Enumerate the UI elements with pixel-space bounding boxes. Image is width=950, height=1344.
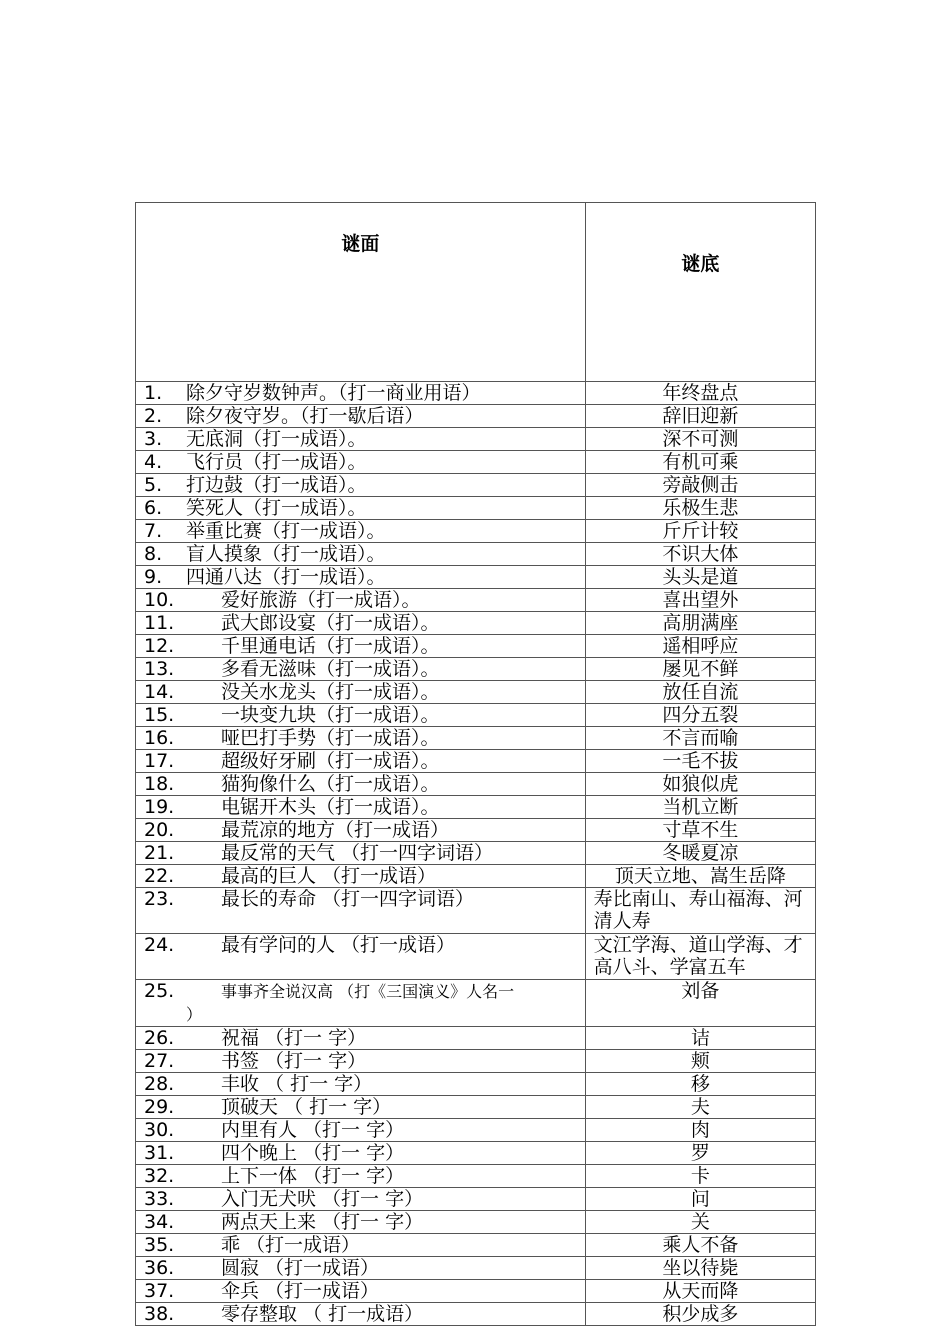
question-header: 谜面 bbox=[136, 203, 586, 382]
table-row bbox=[136, 1188, 816, 1211]
answer-header: 谜底 bbox=[585, 203, 815, 382]
riddle-question: 一块变九块（打一成语）。 bbox=[221, 704, 440, 726]
table-row bbox=[136, 1142, 816, 1165]
table-row bbox=[136, 566, 816, 589]
riddle-answer: 年终盘点 bbox=[585, 382, 815, 405]
riddle-question: 没关水龙头（打一成语）。 bbox=[221, 681, 440, 703]
riddle-question-cell bbox=[136, 1211, 586, 1234]
riddle-question: 最长的寿命 （打一四字词语） bbox=[221, 888, 475, 910]
header-row bbox=[136, 203, 816, 382]
riddle-answer: 遥相呼应 bbox=[585, 635, 815, 658]
riddle-question: 最高的巨人 （打一成语） bbox=[221, 865, 437, 887]
riddle-answer: 辞旧迎新 bbox=[585, 405, 815, 428]
riddle-question-cell bbox=[136, 382, 586, 405]
row-number: 3. bbox=[144, 428, 163, 450]
row-number: 7. bbox=[144, 520, 163, 542]
table-row bbox=[136, 520, 816, 543]
table-row bbox=[136, 750, 816, 773]
row-number: 33. bbox=[144, 1188, 175, 1210]
riddle-question-cell bbox=[136, 865, 586, 888]
riddle-question: 最荒凉的地方（打一成语） bbox=[221, 819, 450, 841]
riddle-question: 超级好牙刷（打一成语）。 bbox=[221, 750, 440, 772]
riddle-answer: 卡 bbox=[585, 1165, 815, 1188]
riddle-answer: 罗 bbox=[585, 1142, 815, 1165]
riddle-answer: 头头是道 bbox=[585, 566, 815, 589]
row-number: 36. bbox=[144, 1257, 175, 1279]
table-row bbox=[136, 1027, 816, 1050]
table-row bbox=[136, 474, 816, 497]
row-number: 15. bbox=[144, 704, 175, 726]
riddle-question: 乖 （打一成语） bbox=[221, 1234, 361, 1256]
riddle-answer: 旁敲侧击 bbox=[585, 474, 815, 497]
table-row bbox=[136, 704, 816, 727]
riddle-answer: 不识大体 bbox=[585, 543, 815, 566]
riddle-question: 入门无犬吠 （打一 字） bbox=[221, 1188, 424, 1210]
riddle-question-cell bbox=[136, 612, 586, 635]
riddle-question-cell bbox=[136, 842, 586, 865]
riddle-question-cell bbox=[136, 1096, 586, 1119]
row-number: 8. bbox=[144, 543, 163, 565]
riddle-answer: 移 bbox=[585, 1073, 815, 1096]
table-row bbox=[136, 382, 816, 405]
riddle-question-cell bbox=[136, 520, 586, 543]
row-number: 30. bbox=[144, 1119, 175, 1141]
riddle-answer: 关 bbox=[585, 1211, 815, 1234]
table-row bbox=[136, 612, 816, 635]
riddle-question: 事事齐全说汉高 （打《三国演义》人名一 bbox=[221, 982, 515, 1001]
riddle-question-cell bbox=[136, 704, 586, 727]
riddle-question: 零存整取 （ 打一成语） bbox=[221, 1303, 424, 1325]
riddle-answer: 屡见不鲜 bbox=[585, 658, 815, 681]
table-row bbox=[136, 773, 816, 796]
riddle-question: 多看无滋味（打一成语）。 bbox=[221, 658, 440, 680]
riddle-question: 两点天上来 （打一 字） bbox=[221, 1211, 424, 1233]
riddle-question-continuation: ） bbox=[186, 1005, 203, 1024]
riddle-answer: 乐极生悲 bbox=[585, 497, 815, 520]
riddle-question-cell bbox=[136, 773, 586, 796]
riddle-question: 上下一体 （打一 字） bbox=[221, 1165, 405, 1187]
row-number: 17. bbox=[144, 750, 175, 772]
riddle-question: 除夕夜守岁。（打一歇后语） bbox=[186, 405, 424, 427]
table-row bbox=[136, 451, 816, 474]
riddle-answer: 顶天立地、嵩生岳降 bbox=[585, 865, 815, 888]
row-number: 19. bbox=[144, 796, 175, 818]
riddle-question-cell bbox=[136, 428, 586, 451]
row-number: 12. bbox=[144, 635, 175, 657]
table-row bbox=[136, 635, 816, 658]
riddle-question: 内里有人 （打一 字） bbox=[221, 1119, 405, 1141]
riddle-question: 四个晚上 （打一 字） bbox=[221, 1142, 405, 1164]
row-number: 1. bbox=[144, 382, 163, 404]
riddle-question: 盲人摸象（打一成语）。 bbox=[186, 543, 386, 565]
riddle-question: 最有学问的人 （打一成语） bbox=[221, 934, 456, 956]
table-row bbox=[136, 1280, 816, 1303]
table-row bbox=[136, 888, 816, 934]
riddle-question-cell bbox=[136, 1234, 586, 1257]
table-row bbox=[136, 1234, 816, 1257]
riddle-question: 哑巴打手势（打一成语）。 bbox=[221, 727, 440, 749]
table-row bbox=[136, 1096, 816, 1119]
riddle-question-cell bbox=[136, 451, 586, 474]
riddle-question-cell bbox=[136, 1050, 586, 1073]
row-number: 9. bbox=[144, 566, 163, 588]
riddle-question: 祝福 （打一 字） bbox=[221, 1027, 367, 1049]
riddle-answer: 有机可乘 bbox=[585, 451, 815, 474]
riddle-question: 除夕守岁数钟声。（打一商业用语） bbox=[186, 382, 481, 404]
riddle-question-cell bbox=[136, 1073, 586, 1096]
row-number: 37. bbox=[144, 1280, 175, 1302]
riddle-question: 千里通电话（打一成语）。 bbox=[221, 635, 440, 657]
table-body bbox=[136, 203, 816, 1326]
riddle-answer: 当机立断 bbox=[585, 796, 815, 819]
row-number: 20. bbox=[144, 819, 175, 841]
riddle-answer: 肉 bbox=[585, 1119, 815, 1142]
riddle-answer: 高朋满座 bbox=[585, 612, 815, 635]
row-number: 4. bbox=[144, 451, 163, 473]
riddle-question-cell bbox=[136, 658, 586, 681]
riddle-question-cell bbox=[136, 727, 586, 750]
riddle-answer: 文江学海、道山学海、才高八斗、学富五车 bbox=[585, 934, 815, 980]
riddle-answer: 寸草不生 bbox=[585, 819, 815, 842]
row-number: 21. bbox=[144, 842, 175, 864]
table-row bbox=[136, 1257, 816, 1280]
riddle-question: 书签 （打一 字） bbox=[221, 1050, 367, 1072]
riddle-question-cell bbox=[136, 474, 586, 497]
riddle-answer: 颊 bbox=[585, 1050, 815, 1073]
riddle-question-cell bbox=[136, 796, 586, 819]
riddle-answer: 斤斤计较 bbox=[585, 520, 815, 543]
riddle-answer: 乘人不备 bbox=[585, 1234, 815, 1257]
riddle-answer: 如狼似虎 bbox=[585, 773, 815, 796]
riddle-question-cell bbox=[136, 543, 586, 566]
riddle-question-cell bbox=[136, 1280, 586, 1303]
riddle-question-cell bbox=[136, 819, 586, 842]
row-number: 34. bbox=[144, 1211, 175, 1233]
riddle-answer: 一毛不拔 bbox=[585, 750, 815, 773]
row-number: 24. bbox=[144, 934, 175, 956]
riddle-answer: 寿比南山、寿山福海、河清人寿 bbox=[585, 888, 815, 934]
table-row bbox=[136, 1073, 816, 1096]
riddle-table bbox=[135, 202, 816, 1326]
riddle-question-cell bbox=[136, 934, 586, 980]
table-row bbox=[136, 819, 816, 842]
riddle-question: 无底洞（打一成语）。 bbox=[186, 428, 367, 450]
row-number: 27. bbox=[144, 1050, 175, 1072]
riddle-answer: 问 bbox=[585, 1188, 815, 1211]
riddle-question: 丰收 （ 打一 字） bbox=[221, 1073, 373, 1095]
riddle-answer: 喜出望外 bbox=[585, 589, 815, 612]
row-number: 32. bbox=[144, 1165, 175, 1187]
table-row bbox=[136, 1119, 816, 1142]
row-number: 26. bbox=[144, 1027, 175, 1049]
table-row bbox=[136, 589, 816, 612]
riddle-question-cell bbox=[136, 1165, 586, 1188]
row-number: 35. bbox=[144, 1234, 175, 1256]
riddle-question-cell bbox=[136, 566, 586, 589]
row-number: 13. bbox=[144, 658, 175, 680]
riddle-question: 打边鼓（打一成语）。 bbox=[186, 474, 367, 496]
riddle-question: 顶破天 （ 打一 字） bbox=[221, 1096, 392, 1118]
row-number: 25. bbox=[144, 980, 175, 1002]
riddle-answer: 夫 bbox=[585, 1096, 815, 1119]
row-number: 5. bbox=[144, 474, 163, 496]
table-row bbox=[136, 1050, 816, 1073]
row-number: 18. bbox=[144, 773, 175, 795]
riddle-answer: 刘备 bbox=[585, 980, 815, 1027]
riddle-question-cell bbox=[136, 888, 586, 934]
riddle-question-cell bbox=[136, 1303, 586, 1326]
table-row bbox=[136, 543, 816, 566]
table-row bbox=[136, 842, 816, 865]
riddle-question-cell bbox=[136, 1188, 586, 1211]
row-number: 38. bbox=[144, 1303, 175, 1325]
riddle-question: 四通八达（打一成语）。 bbox=[186, 566, 386, 588]
riddle-question-cell bbox=[136, 681, 586, 704]
row-number: 6. bbox=[144, 497, 163, 519]
riddle-answer: 积少成多 bbox=[585, 1303, 815, 1326]
riddle-question: 伞兵 （打一成语） bbox=[221, 1280, 380, 1302]
table-row bbox=[136, 1211, 816, 1234]
riddle-question-cell bbox=[136, 589, 586, 612]
riddle-question-cell bbox=[136, 980, 586, 1027]
riddle-answer: 深不可测 bbox=[585, 428, 815, 451]
table-row bbox=[136, 934, 816, 980]
riddle-question: 举重比赛（打一成语）。 bbox=[186, 520, 386, 542]
riddle-answer: 冬暖夏凉 bbox=[585, 842, 815, 865]
table-row bbox=[136, 727, 816, 750]
riddle-question: 电锯开木头（打一成语）。 bbox=[221, 796, 440, 818]
riddle-question: 爱好旅游（打一成语）。 bbox=[221, 589, 421, 611]
riddle-question-cell bbox=[136, 1027, 586, 1050]
row-number: 10. bbox=[144, 589, 175, 611]
row-number: 22. bbox=[144, 865, 175, 887]
table-row bbox=[136, 1165, 816, 1188]
row-number: 28. bbox=[144, 1073, 175, 1095]
riddle-answer: 放任自流 bbox=[585, 681, 815, 704]
row-number: 11. bbox=[144, 612, 175, 634]
table-row bbox=[136, 1303, 816, 1326]
riddle-question: 圆寂 （打一成语） bbox=[221, 1257, 380, 1279]
riddle-answer: 坐以待毙 bbox=[585, 1257, 815, 1280]
row-number: 14. bbox=[144, 681, 175, 703]
riddle-question: 武大郎设宴（打一成语）。 bbox=[221, 612, 440, 634]
riddle-question: 猫狗像什么（打一成语）。 bbox=[221, 773, 440, 795]
riddle-answer: 不言而喻 bbox=[585, 727, 815, 750]
table-row bbox=[136, 980, 816, 1027]
riddle-question-cell bbox=[136, 1257, 586, 1280]
table-row bbox=[136, 497, 816, 520]
table-row bbox=[136, 865, 816, 888]
riddle-answer: 诘 bbox=[585, 1027, 815, 1050]
riddle-question: 飞行员（打一成语）。 bbox=[186, 451, 367, 473]
row-number: 16. bbox=[144, 727, 175, 749]
riddle-question-cell bbox=[136, 635, 586, 658]
riddle-question-cell bbox=[136, 1119, 586, 1142]
riddle-question-cell bbox=[136, 405, 586, 428]
table-row bbox=[136, 796, 816, 819]
row-number: 31. bbox=[144, 1142, 175, 1164]
table-row bbox=[136, 681, 816, 704]
riddle-question: 笑死人（打一成语）。 bbox=[186, 497, 367, 519]
riddle-answer: 四分五裂 bbox=[585, 704, 815, 727]
riddle-question-cell bbox=[136, 1142, 586, 1165]
riddle-question-cell bbox=[136, 750, 586, 773]
row-number: 2. bbox=[144, 405, 163, 427]
table-row bbox=[136, 428, 816, 451]
row-number: 23. bbox=[144, 888, 175, 910]
table-row bbox=[136, 405, 816, 428]
row-number: 29. bbox=[144, 1096, 175, 1118]
riddle-question-cell bbox=[136, 497, 586, 520]
riddle-answer: 从天而降 bbox=[585, 1280, 815, 1303]
riddle-question: 最反常的天气 （打一四字词语） bbox=[221, 842, 494, 864]
table-row bbox=[136, 658, 816, 681]
